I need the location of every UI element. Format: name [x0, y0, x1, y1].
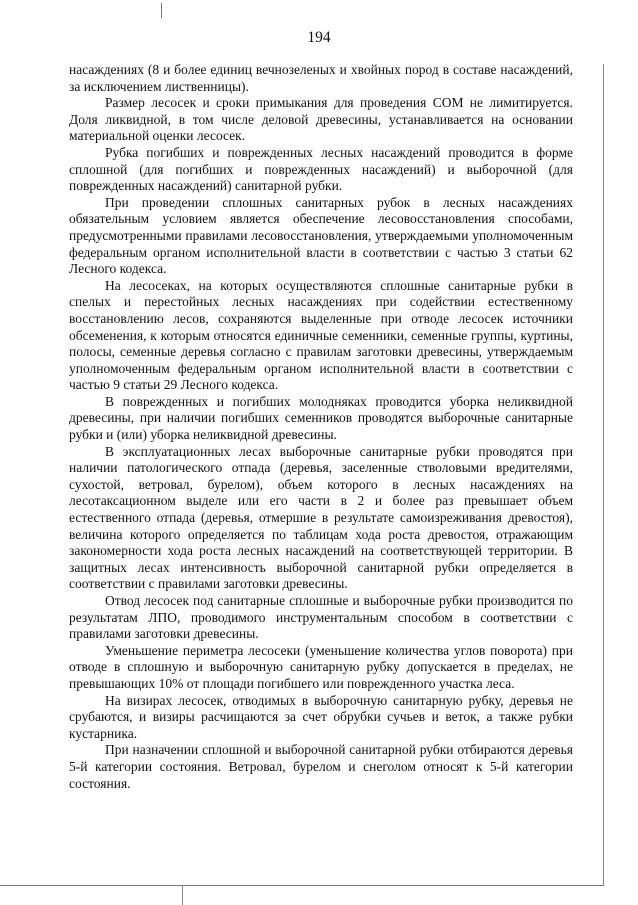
document-body [69, 62, 573, 792]
paragraph-clear-cut-condition: При проведении сплошных санитарных рубок в лесных насаждениях обязательным условием является обеспечение лесовосстановления способами, предусмотренными правилами лесовосстановления, утверждаемыми уполномоченным федеральным органом исполнительной власти в соответствии с частью 3 статьи 62 Лесного кодекса. [69, 194, 573, 277]
scan-page-edge-right [603, 64, 604, 886]
paragraph-felling-forms: Рубка погибших и поврежденных лесных насаждений проводится в форме сплошной (для погибших и поврежденных насаждений) и выборочной (для поврежденных насаждений) санитарной рубки. [69, 144, 573, 194]
paragraph-seed-sources: На лесосеках, на которых осуществляются сплошные санитарные рубки в спелых и перестойных лесных насаждениях при содействии естественному восстановлению лесов, сохраняются выделенные при отводе лесосек источники обсеменения, к которым относятся единичные семенники, семенные группы, куртины, полосы, семенные деревья согласно с правилам заготовки древесины, утверждаемым уполномоченным федеральным органом исполнительной власти в соответствии с частью 9 статьи 29 Лесного кодекса. [69, 277, 573, 393]
paragraph-allocation: Отвод лесосек под санитарные сплошные и выборочные рубки производится по результатам ЛПО, проводимого инструментальным способом в соответствии с правилами заготовки древесины. [69, 593, 573, 642]
scan-margin-mark [161, 3, 162, 18]
paragraph-cutting-area-size: Размер лесосек и сроки примыкания для проведения СОМ не лимитируется. Доля ликвидной, в том числе деловой древесины, устанавливается на основании материальной оценки лесосек. [69, 95, 573, 144]
paragraph-perimeter-reduction: Уменьшение периметра лесосеки (уменьшение количества углов поворота) при отводе в сплошную и выборочную санитарную рубку допускается в пределах, не превышающих 10% от площади погибшего или поврежденного участка леса. [69, 642, 573, 691]
scan-bottom-mark [182, 885, 183, 905]
paragraph-continuation: насаждениях (8 и более единиц вечнозеленых и хвойных пород в составе насаждений, за исключением лиственницы). [69, 62, 573, 94]
page-number: 194 [307, 29, 331, 46]
paragraph-tree-category: При назначении сплошной и выборочной санитарной рубки отбираются деревья 5-й категории состояния. Ветровал, бурелом и снеголом относят к 5-й категории состояния. [69, 742, 573, 791]
paragraph-young-stands: В поврежденных и погибших молодняках проводится уборка неликвидной древесины, при наличии погибших семенников проводятся выборочные санитарные рубки и (или) уборка неликвидной древесины. [69, 393, 573, 443]
paragraph-sight-lines: На визирах лесосек, отводимых в выборочную санитарную рубку, деревья не срубаются, и визиры расчищаются за счет обрубки сучьев и веток, а также рубки кустарника. [69, 692, 573, 741]
scan-page-edge-bottom [0, 885, 604, 886]
paragraph-selective-felling: В эксплуатационных лесах выборочные санитарные рубки проводятся при наличии патологического отпада (деревья, заселенные стволовыми вредителями, сухостой, ветровал, бурелом), объем которого в лесных насаждениях на лесотаксационном выделе или его части в 2 и более раз превышает объем естественного отпада (деревья, отмершие в результате самоизреживания древостоя), величина которого определяется по таблицам хода роста древостоя, отражающим закономерности хода роста лесных насаждений на соответствующей территории. В защитных лесах интенсивность выборочной санитарной рубки определяется в соответствии с правилами заготовки древесины. [69, 443, 573, 592]
